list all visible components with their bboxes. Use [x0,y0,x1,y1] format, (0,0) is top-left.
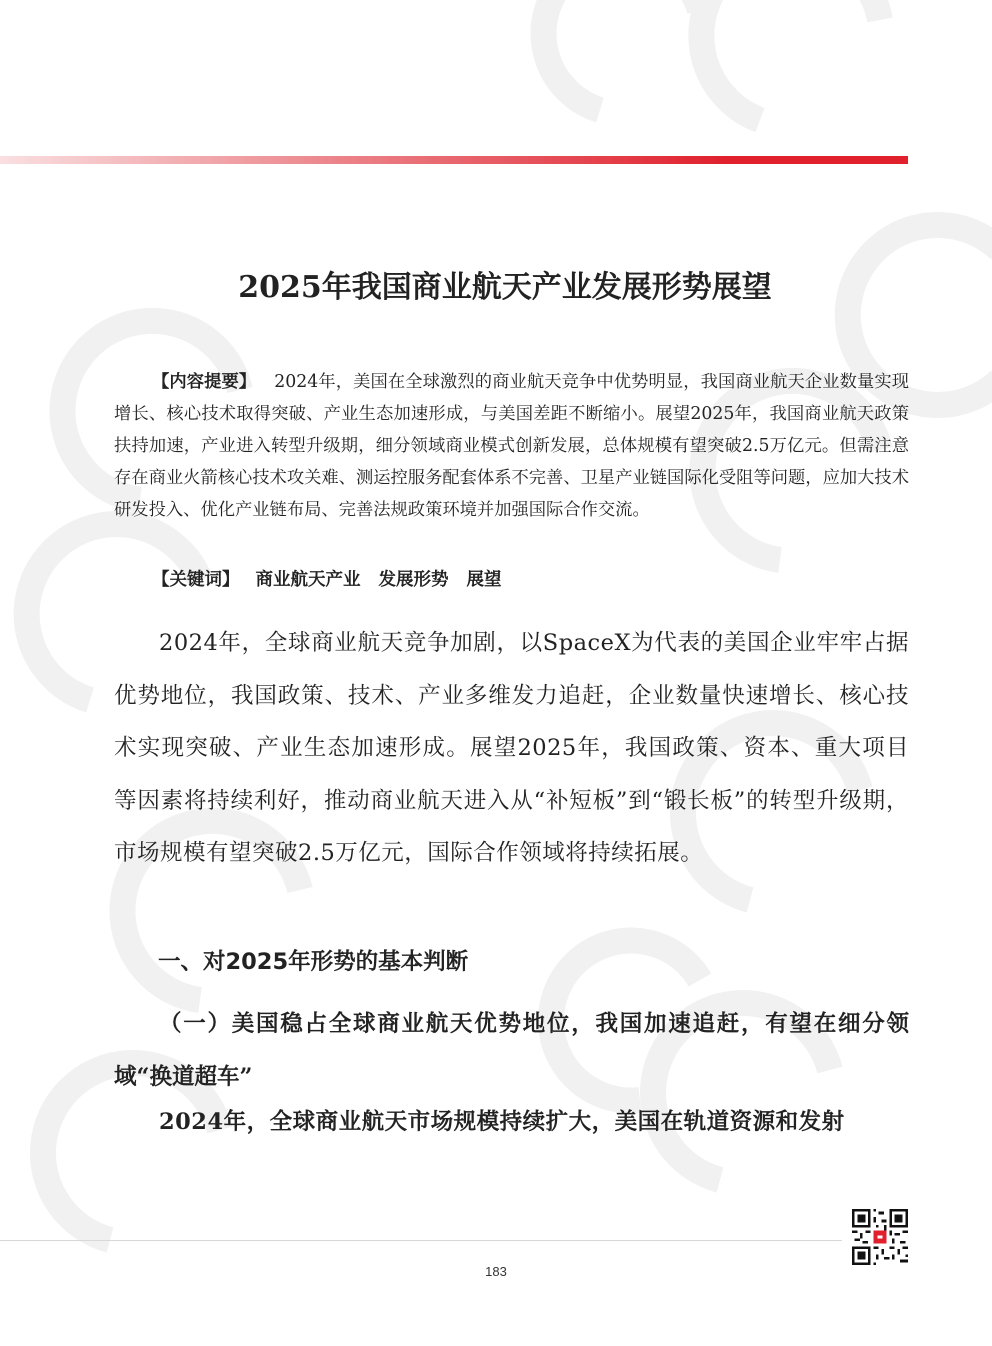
body-paragraph: 2024年，全球商业航天竞争加剧，以SpaceX为代表的美国企业牢牢占据优势地位，我国政策、技术、产业多维发力追赶，企业数量快速增长、核心技术实现突破、产业生态加速形成。展望2025年，我国政策、资本、重大项目等因素将持续利好，推动商业航天进入从“补短板”到“锻长板”的转型升级期，市场规模有望突破2.5万亿元，国际合作领域将持续拓展。 [114,630,909,866]
footer-divider [0,1240,842,1241]
keyword-item: 发展形势 [378,570,449,590]
keyword-item: 展望 [466,570,502,590]
document-title: 2025年我国商业航天产业发展形势展望 [238,270,772,305]
abstract-text: 2024年，美国在全球激烈的商业航天竞争中优势明显，我国商业航天企业数量实现增长、核心技术取得突破、产业生态加速形成，与美国差距不断缩小。展望2025年，我国商业航天政策扶持加速，产业进入转型升级期，细分领域商业模式创新发展，总体规模有望突破2.5万亿元。但需注意存在商业火箭核心技术攻关难、测运控服务配套体系不完善、卫星产业链国际化受阻等问题，应加大技术研发投入、优化产业链布局、完善法规政策环境并加强国际合作交流。 [114,372,909,520]
abstract-label: 【内容提要】 [152,372,257,392]
keywords-label: 【关键词】 [152,570,240,590]
section-heading: 一、对2025年形势的基本判断 [158,949,469,975]
body-paragraph: 2024年，全球商业航天市场规模持续扩大，美国在轨道资源和发射 [159,1109,845,1135]
page-number: 183 [485,1264,507,1279]
abstract [114,366,909,526]
qr-code-icon [852,1209,908,1265]
subsection-heading: （一）美国稳占全球商业航天优势地位，我国加速追赶，有望在细分领域“换道超车” [114,1011,909,1090]
keywords [152,566,912,591]
keyword-item: 商业航天产业 [255,570,361,590]
